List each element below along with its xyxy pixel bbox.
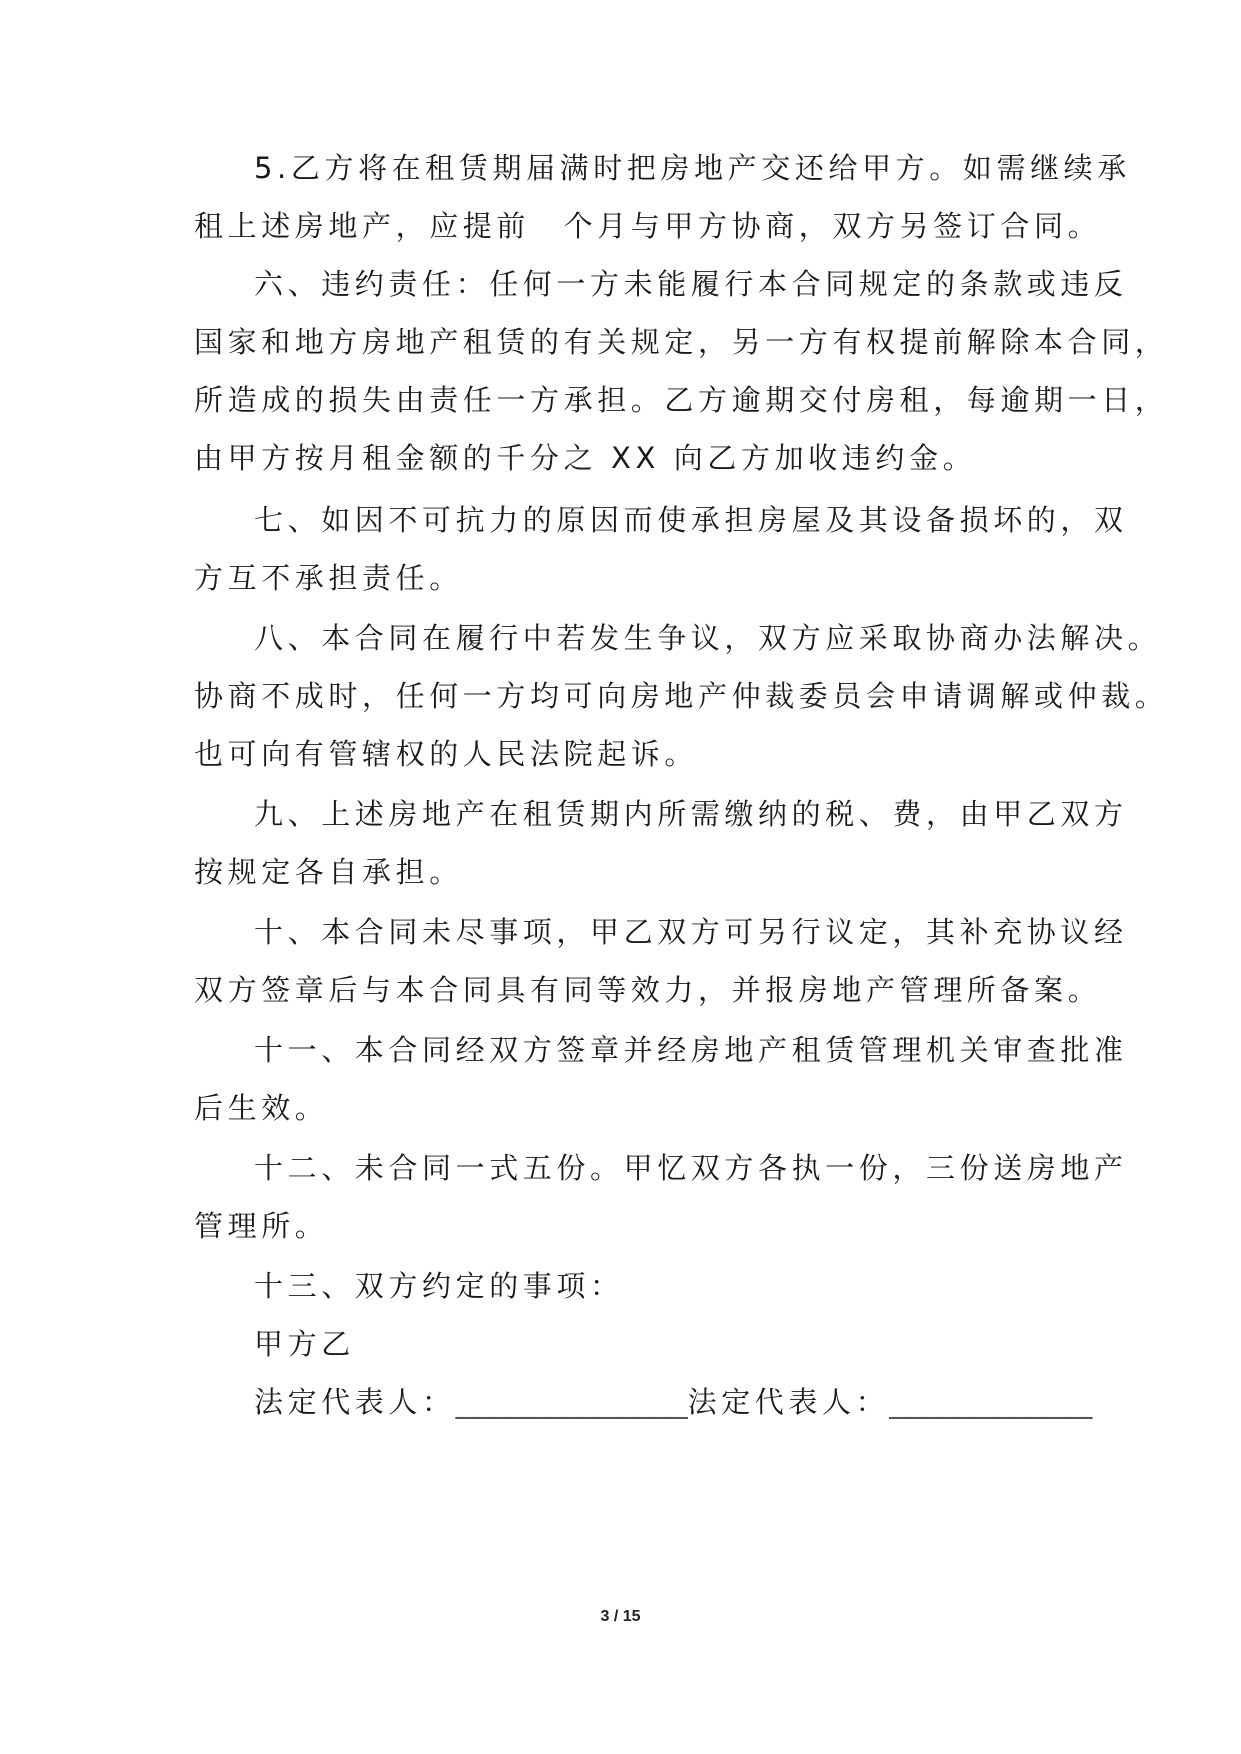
- signature-label-a: 法定代表人：: [254, 1385, 456, 1419]
- paragraph-11-line-1: 十一、本合同经双方签章并经房地产租赁管理机关审查批准: [254, 1033, 1128, 1067]
- paragraph-12-line-1: 十二、未合同一式五份。甲忆双方各执一份，三份送房地产: [254, 1151, 1128, 1185]
- paragraph-10-line-2: 双方签章后与本合同具有同等效力，并报房地产管理所备案。: [194, 973, 1102, 1007]
- paragraph-9-line-1: 九、上述房地产在租赁期内所需缴纳的税、费，由甲乙双方: [254, 797, 1128, 831]
- paragraph-8-line-3: 也可向有管辖权的人民法院起诉。: [194, 737, 699, 771]
- paragraph-7-line-2: 方互不承担责任。: [194, 561, 463, 595]
- signature-label-b: 法定代表人：: [687, 1385, 890, 1419]
- paragraph-5-line-1: 5.乙方将在租赁期届满时把房地产交还给甲方。如需继续承: [254, 151, 1131, 185]
- paragraph-8-line-1: 八、本合同在履行中若发生争议，双方应采取协商办法解决。: [254, 621, 1162, 655]
- signature-blank-a: ________________: [455, 1385, 688, 1419]
- paragraph-10-line-1: 十、本合同未尽事项，甲乙双方可另行议定，其补充协议经: [254, 915, 1128, 949]
- party-line: 甲方乙: [254, 1327, 355, 1361]
- paragraph-5-line-2: 租上述房地产，应提前 个月与甲方协商，双方另签订合同。: [194, 209, 1102, 243]
- paragraph-12-line-2: 管理所。: [194, 1209, 329, 1243]
- paragraph-8-line-2: 协商不成时，任何一方均可向房地产仲裁委员会申请调解或仲裁。: [194, 679, 1169, 713]
- paragraph-6-line-3: 所造成的损失由责任一方承担。乙方逾期交付房租，每逾期一日，: [194, 383, 1169, 417]
- paragraph-11-line-2: 后生效。: [194, 1091, 329, 1125]
- paragraph-9-line-2: 按规定各自承担。: [194, 855, 463, 889]
- page-number: 3 / 15: [600, 1608, 641, 1625]
- paragraph-6-line-2: 国家和地方房地产租赁的有关规定，另一方有权提前解除本合同，: [194, 325, 1169, 359]
- signature-line: [254, 1384, 1092, 1420]
- paragraph-13-line-1: 十三、双方约定的事项：: [254, 1269, 624, 1303]
- paragraph-6-line-1: 六、违约责任：任何一方未能履行本合同规定的条款或违反: [254, 267, 1128, 301]
- paragraph-7-line-1: 七、如因不可抗力的原因而使承担房屋及其设备损坏的，双: [254, 503, 1128, 537]
- paragraph-6-line-4: 由甲方按月租金额的千分之 XX 向乙方加收违约金。: [194, 441, 977, 475]
- signature-blank-b: ______________: [889, 1385, 1093, 1419]
